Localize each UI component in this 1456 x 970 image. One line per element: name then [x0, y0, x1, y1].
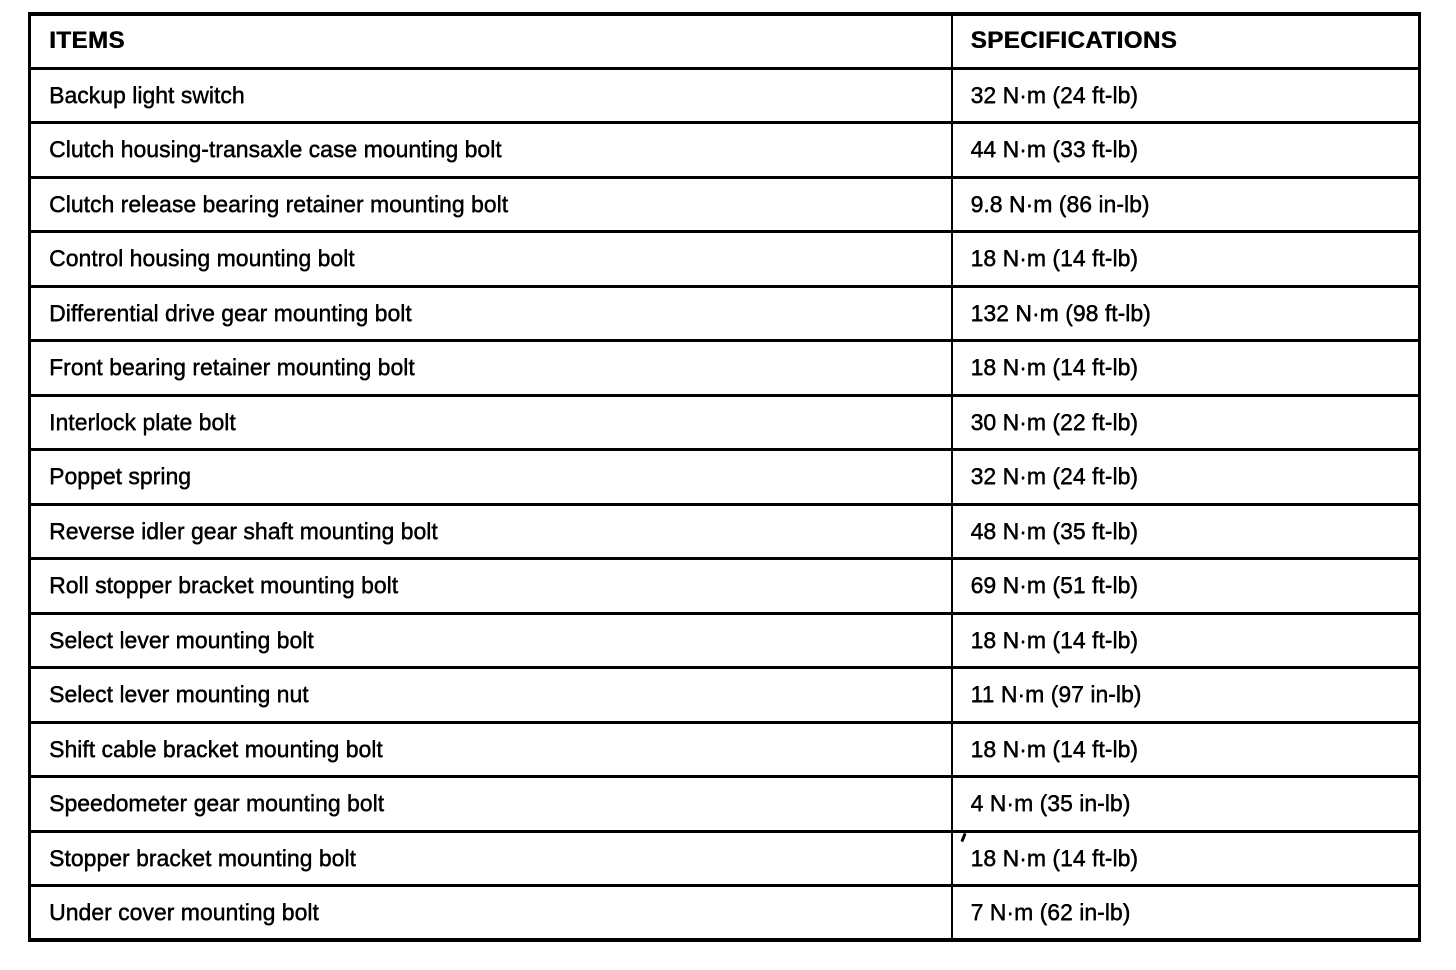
item-cell: Shift cable bracket mounting bolt [30, 722, 952, 777]
item-cell: Poppet spring [30, 450, 952, 505]
table-row [30, 777, 1420, 832]
table-row [30, 286, 1420, 341]
spec-cell: 18 N·m (14 ft-lb) [952, 831, 1420, 886]
spec-cell: 11 N·m (97 in-lb) [952, 668, 1420, 723]
item-cell: Clutch release bearing retainer mounting bolt [30, 177, 952, 232]
table-row [30, 177, 1420, 232]
item-cell: Stopper bracket mounting bolt [30, 831, 952, 886]
spec-cell: 18 N·m (14 ft-lb) [952, 232, 1420, 287]
item-cell: Roll stopper bracket mounting bolt [30, 559, 952, 614]
table-row [30, 504, 1420, 559]
spec-cell: 30 N·m (22 ft-lb) [952, 395, 1420, 450]
table-row [30, 395, 1420, 450]
spec-cell: 69 N·m (51 ft-lb) [952, 559, 1420, 614]
table-row [30, 232, 1420, 287]
table-row [30, 341, 1420, 396]
item-cell: Front bearing retainer mounting bolt [30, 341, 952, 396]
table-row [30, 722, 1420, 777]
spec-cell: 32 N·m (24 ft-lb) [952, 68, 1420, 123]
spec-cell: 18 N·m (14 ft-lb) [952, 341, 1420, 396]
specifications-column-header: SPECIFICATIONS [952, 14, 1420, 68]
table-row [30, 68, 1420, 123]
items-column-header: ITEMS [49, 27, 125, 55]
item-cell: Reverse idler gear shaft mounting bolt [30, 504, 952, 559]
spec-cell: 44 N·m (33 ft-lb) [952, 123, 1420, 178]
table-header-row [30, 14, 1420, 68]
table-row [30, 886, 1420, 941]
item-cell: Under cover mounting bolt [30, 886, 952, 941]
item-cell: Differential drive gear mounting bolt [30, 286, 952, 341]
spec-cell: 48 N·m (35 ft-lb) [952, 504, 1420, 559]
torque-spec-table [28, 12, 1421, 942]
spec-cell: 32 N·m (24 ft-lb) [952, 450, 1420, 505]
item-cell: Control housing mounting bolt [30, 232, 952, 287]
item-cell: Speedometer gear mounting bolt [30, 777, 952, 832]
spec-cell: 4 N·m (35 in-lb) [952, 777, 1420, 832]
table-row [30, 559, 1420, 614]
item-cell: Interlock plate bolt [30, 395, 952, 450]
table-row [30, 668, 1420, 723]
table-row [30, 123, 1420, 178]
item-cell: Backup light switch [30, 68, 952, 123]
table-row [30, 613, 1420, 668]
item-cell: Select lever mounting bolt [30, 613, 952, 668]
spec-cell: 7 N·m (62 in-lb) [952, 886, 1420, 941]
spec-table-body [30, 68, 1420, 940]
item-cell: Clutch housing-transaxle case mounting bolt [30, 123, 952, 178]
spec-cell: 9.8 N·m (86 in-lb) [952, 177, 1420, 232]
spec-cell: 18 N·m (14 ft-lb) [952, 613, 1420, 668]
item-cell: Select lever mounting nut [30, 668, 952, 723]
table-row [30, 450, 1420, 505]
spec-cell: 18 N·m (14 ft-lb) [952, 722, 1420, 777]
spec-cell: 132 N·m (98 ft-lb) [952, 286, 1420, 341]
table-row [30, 831, 1420, 886]
